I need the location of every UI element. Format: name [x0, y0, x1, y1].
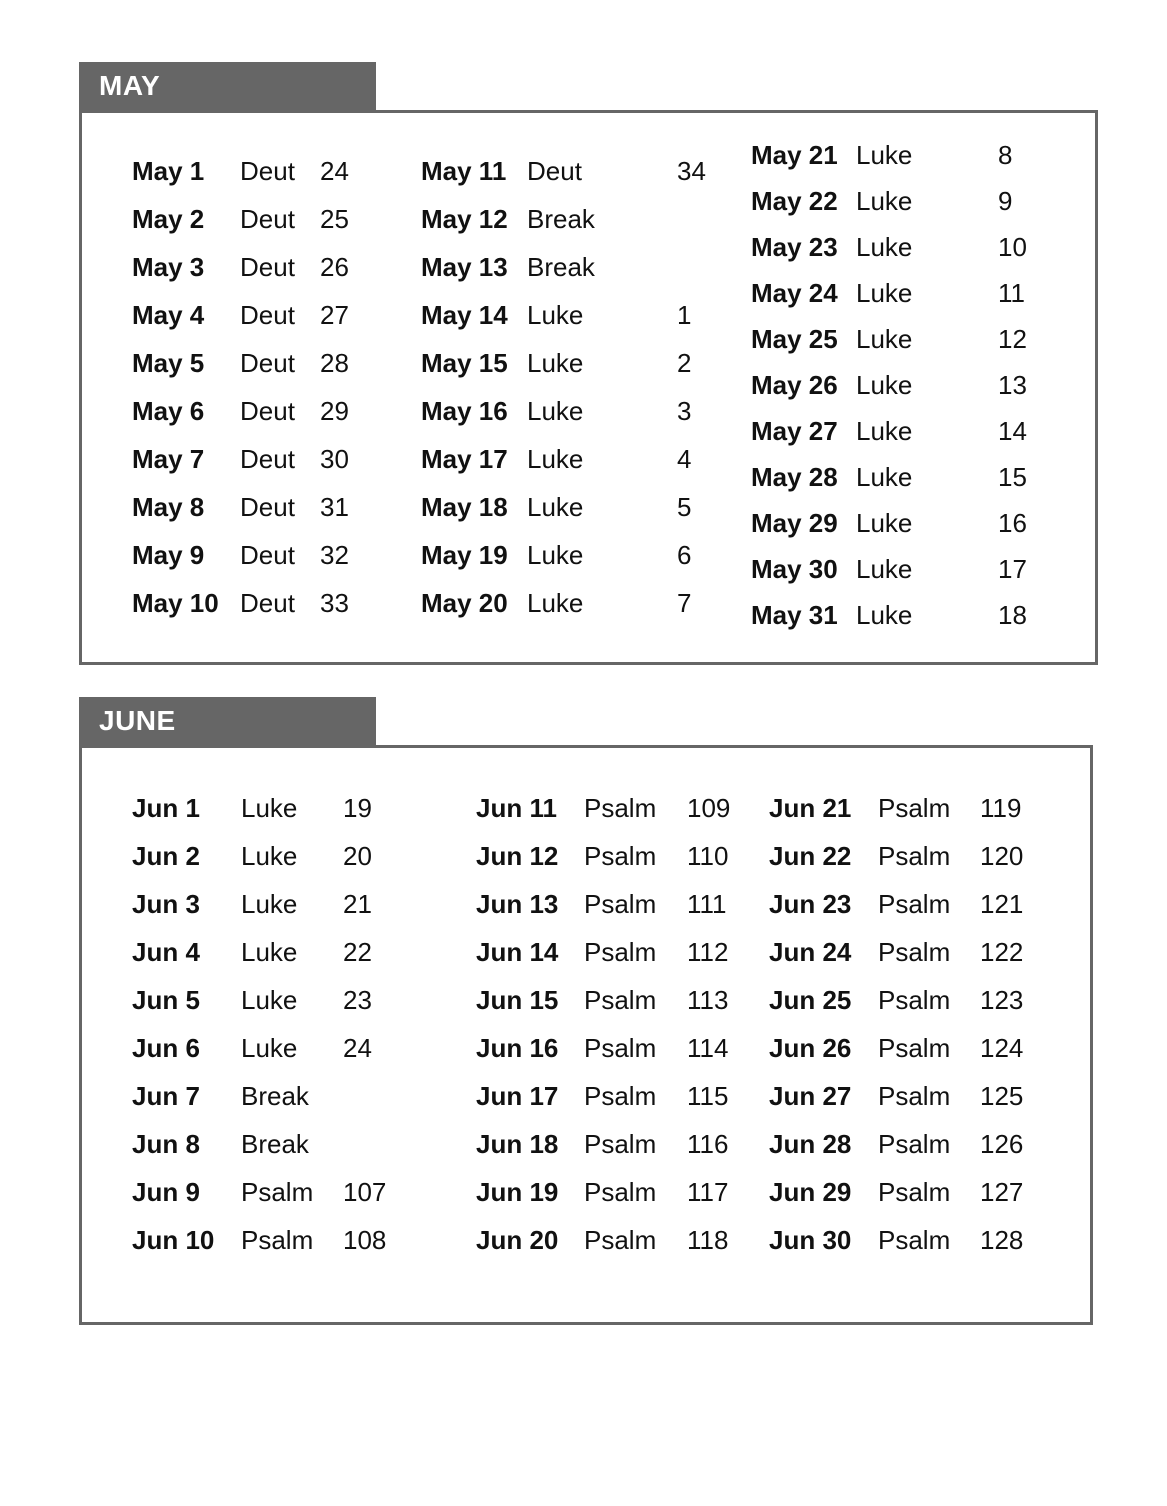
reading-book: Luke	[856, 324, 913, 354]
reading-chapter: 20	[343, 841, 372, 871]
reading-book: Luke	[241, 985, 298, 1015]
reading-book: Luke	[856, 186, 913, 216]
reading-book: Luke	[856, 416, 913, 446]
reading-date: Jun 21	[769, 793, 852, 823]
reading-chapter: 16	[998, 508, 1027, 538]
reading-book: Psalm	[584, 1177, 657, 1207]
reading-date: May 11	[421, 156, 507, 186]
reading-chapter: 31	[320, 492, 349, 522]
reading-book: Psalm	[584, 937, 657, 967]
reading-date: Jun 8	[132, 1129, 200, 1159]
reading-book: Psalm	[878, 1081, 951, 1111]
reading-chapter: 112	[687, 937, 729, 967]
reading-date: Jun 26	[769, 1033, 852, 1063]
reading-chapter: 8	[998, 140, 1013, 170]
reading-date: Jun 16	[476, 1033, 559, 1063]
reading-chapter: 118	[687, 1225, 729, 1255]
reading-book: Deut	[240, 156, 295, 186]
reading-book: Deut	[240, 396, 295, 426]
reading-chapter: 117	[687, 1177, 729, 1207]
reading-date: Jun 11	[476, 793, 557, 823]
reading-date: Jun 10	[132, 1225, 215, 1255]
reading-book: Luke	[856, 370, 913, 400]
reading-chapter: 111	[687, 889, 727, 919]
reading-date: Jun 5	[132, 985, 200, 1015]
reading-chapter: 29	[320, 396, 349, 426]
reading-book: Luke	[856, 554, 913, 584]
reading-book: Psalm	[584, 1033, 657, 1063]
reading-date: May 9	[132, 540, 205, 570]
reading-date: May 12	[421, 204, 508, 234]
reading-chapter: 3	[677, 396, 692, 426]
reading-chapter: 1	[677, 300, 692, 330]
reading-book: Luke	[527, 396, 584, 426]
reading-date: Jun 22	[769, 841, 852, 871]
reading-date: May 28	[751, 462, 838, 492]
reading-date: May 4	[132, 300, 205, 330]
reading-date: May 6	[132, 396, 205, 426]
reading-book: Luke	[241, 889, 298, 919]
reading-date: May 20	[421, 588, 508, 618]
reading-date: Jun 20	[476, 1225, 559, 1255]
reading-chapter: 128	[980, 1225, 1024, 1255]
reading-date: May 17	[421, 444, 508, 474]
reading-book: Luke	[527, 540, 584, 570]
may-header	[79, 62, 376, 110]
reading-date: May 2	[132, 204, 205, 234]
reading-book: Psalm	[241, 1225, 314, 1255]
reading-book: Luke	[241, 793, 298, 823]
reading-date: Jun 4	[132, 937, 200, 967]
reading-chapter: 114	[687, 1033, 729, 1063]
reading-date: Jun 1	[132, 793, 200, 823]
reading-chapter: 26	[320, 252, 349, 282]
reading-chapter: 127	[980, 1177, 1024, 1207]
reading-book: Luke	[527, 444, 584, 474]
reading-chapter: 2	[677, 348, 692, 378]
reading-book: Psalm	[584, 841, 657, 871]
reading-book: Deut	[240, 540, 295, 570]
reading-book: Luke	[527, 492, 584, 522]
reading-date: May 15	[421, 348, 508, 378]
reading-book: Luke	[527, 348, 584, 378]
reading-chapter: 107	[343, 1177, 387, 1207]
reading-date: Jun 14	[476, 937, 559, 967]
reading-date: May 8	[132, 492, 205, 522]
reading-chapter: 119	[980, 793, 1022, 823]
reading-date: May 16	[421, 396, 508, 426]
reading-chapter: 4	[677, 444, 692, 474]
reading-chapter: 7	[677, 588, 692, 618]
reading-book: Break	[527, 204, 595, 234]
reading-book: Deut	[240, 348, 295, 378]
reading-date: May 10	[132, 588, 219, 618]
reading-book: Psalm	[878, 985, 951, 1015]
reading-book: Psalm	[878, 1129, 951, 1159]
reading-book: Luke	[241, 1033, 298, 1063]
reading-chapter: 123	[980, 985, 1024, 1015]
reading-book: Break	[527, 252, 595, 282]
reading-date: Jun 7	[132, 1081, 200, 1111]
reading-book: Luke	[856, 462, 913, 492]
reading-date: May 31	[751, 600, 838, 630]
reading-book: Luke	[856, 600, 913, 630]
reading-chapter: 12	[998, 324, 1027, 354]
reading-book: Psalm	[584, 889, 657, 919]
reading-date: May 23	[751, 232, 838, 262]
reading-chapter: 21	[343, 889, 372, 919]
reading-date: Jun 3	[132, 889, 200, 919]
reading-book: Psalm	[584, 985, 657, 1015]
reading-date: May 24	[751, 278, 838, 308]
may-schedule-box	[79, 110, 1098, 665]
reading-date: May 13	[421, 252, 508, 282]
reading-chapter: 122	[980, 937, 1024, 967]
reading-book: Psalm	[878, 1033, 951, 1063]
reading-book: Psalm	[878, 841, 951, 871]
reading-book: Luke	[856, 508, 913, 538]
reading-book: Deut	[240, 444, 295, 474]
reading-book: Deut	[240, 300, 295, 330]
reading-chapter: 24	[320, 156, 349, 186]
reading-book: Deut	[240, 492, 295, 522]
reading-book: Deut	[240, 588, 295, 618]
reading-book: Deut	[240, 204, 295, 234]
reading-book: Psalm	[878, 937, 951, 967]
reading-book: Deut	[240, 252, 295, 282]
reading-date: Jun 9	[132, 1177, 200, 1207]
reading-date: Jun 17	[476, 1081, 559, 1111]
reading-chapter: 108	[343, 1225, 387, 1255]
reading-chapter: 124	[980, 1033, 1024, 1063]
reading-book: Luke	[527, 300, 584, 330]
reading-chapter: 34	[677, 156, 706, 186]
reading-book: Psalm	[878, 889, 951, 919]
reading-book: Luke	[241, 841, 298, 871]
reading-date: Jun 27	[769, 1081, 852, 1111]
june-header	[79, 697, 376, 745]
reading-chapter: 126	[980, 1129, 1024, 1159]
reading-date: May 21	[751, 140, 838, 170]
reading-chapter: 11	[998, 278, 1025, 308]
reading-chapter: 10	[998, 232, 1027, 262]
reading-chapter: 33	[320, 588, 349, 618]
reading-book: Luke	[856, 278, 913, 308]
reading-chapter: 116	[687, 1129, 729, 1159]
reading-chapter: 25	[320, 204, 349, 234]
reading-chapter: 5	[677, 492, 692, 522]
reading-chapter: 22	[343, 937, 372, 967]
reading-book: Luke	[241, 937, 298, 967]
reading-date: Jun 30	[769, 1225, 852, 1255]
reading-chapter: 113	[687, 985, 729, 1015]
reading-chapter: 15	[998, 462, 1027, 492]
reading-date: Jun 15	[476, 985, 559, 1015]
reading-chapter: 14	[998, 416, 1027, 446]
reading-date: Jun 25	[769, 985, 852, 1015]
reading-book: Deut	[527, 156, 582, 186]
reading-date: Jun 24	[769, 937, 852, 967]
reading-date: Jun 12	[476, 841, 559, 871]
reading-date: May 14	[421, 300, 508, 330]
reading-book: Psalm	[584, 1225, 657, 1255]
reading-book: Psalm	[878, 1225, 951, 1255]
reading-date: Jun 23	[769, 889, 852, 919]
reading-book: Luke	[527, 588, 584, 618]
reading-chapter: 17	[998, 554, 1027, 584]
reading-chapter: 24	[343, 1033, 372, 1063]
reading-chapter: 121	[980, 889, 1024, 919]
reading-date: May 19	[421, 540, 508, 570]
reading-book: Psalm	[584, 1081, 657, 1111]
reading-date: May 27	[751, 416, 838, 446]
reading-date: Jun 2	[132, 841, 200, 871]
reading-book: Psalm	[584, 1129, 657, 1159]
reading-chapter: 13	[998, 370, 1027, 400]
reading-date: May 7	[132, 444, 205, 474]
reading-book: Luke	[856, 232, 913, 262]
reading-book: Psalm	[878, 1177, 951, 1207]
reading-date: May 26	[751, 370, 838, 400]
reading-date: May 29	[751, 508, 838, 538]
reading-chapter: 32	[320, 540, 349, 570]
reading-chapter: 30	[320, 444, 349, 474]
reading-chapter: 109	[687, 793, 731, 823]
reading-date: May 30	[751, 554, 838, 584]
reading-chapter: 28	[320, 348, 349, 378]
reading-book: Psalm	[584, 793, 657, 823]
reading-chapter: 120	[980, 841, 1024, 871]
reading-chapter: 6	[677, 540, 692, 570]
reading-book: Break	[241, 1129, 309, 1159]
reading-chapter: 18	[998, 600, 1027, 630]
reading-date: Jun 19	[476, 1177, 559, 1207]
reading-chapter: 19	[343, 793, 372, 823]
reading-date: Jun 28	[769, 1129, 852, 1159]
reading-date: May 22	[751, 186, 838, 216]
reading-date: Jun 18	[476, 1129, 559, 1159]
reading-date: May 5	[132, 348, 205, 378]
june-title: JUNE	[99, 705, 176, 736]
reading-chapter: 27	[320, 300, 349, 330]
reading-date: Jun 29	[769, 1177, 852, 1207]
reading-chapter: 110	[687, 841, 729, 871]
reading-chapter: 23	[343, 985, 372, 1015]
reading-chapter: 115	[687, 1081, 729, 1111]
reading-book: Psalm	[241, 1177, 314, 1207]
reading-book: Break	[241, 1081, 309, 1111]
reading-date: Jun 6	[132, 1033, 200, 1063]
reading-book: Luke	[856, 140, 913, 170]
reading-date: May 18	[421, 492, 508, 522]
reading-date: May 25	[751, 324, 838, 354]
reading-chapter: 125	[980, 1081, 1024, 1111]
reading-date: May 1	[132, 156, 205, 186]
reading-chapter: 9	[998, 186, 1013, 216]
reading-date: Jun 13	[476, 889, 559, 919]
reading-date: May 3	[132, 252, 205, 282]
may-title: MAY	[99, 70, 161, 101]
reading-book: Psalm	[878, 793, 951, 823]
